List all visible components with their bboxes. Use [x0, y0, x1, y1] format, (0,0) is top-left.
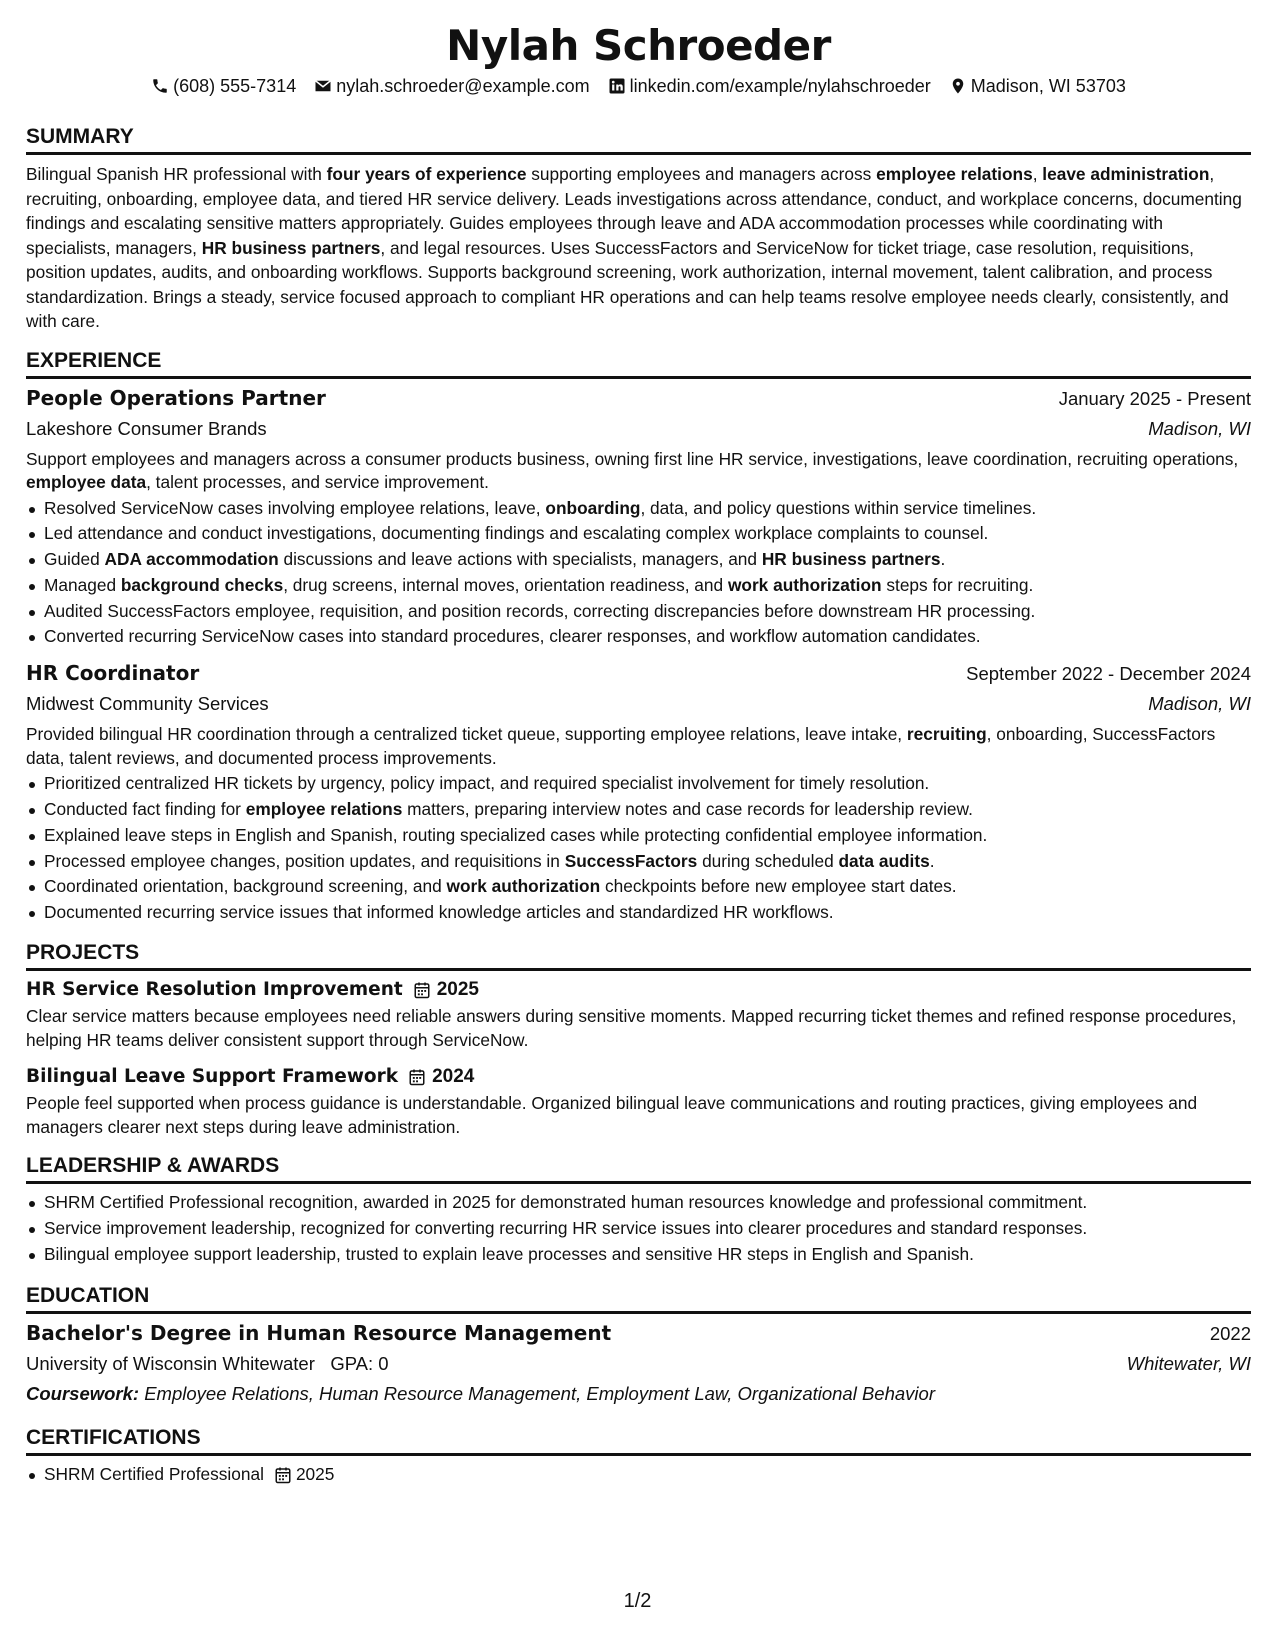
phone-text: (608) 555-7314	[173, 76, 297, 96]
job-title: People Operations Partner	[26, 385, 326, 410]
list-item: Resolved ServiceNow cases involving employee relations, leave, onboarding, data, and policy questions within service timelines.	[26, 496, 1251, 522]
calendar-icon	[413, 981, 431, 999]
leadership-list	[26, 1190, 1251, 1267]
list-item: Processed employee changes, position updates, and requisitions in SuccessFactors during scheduled data audits.	[26, 849, 1251, 875]
job-title: HR Coordinator	[26, 661, 200, 686]
list-item: SHRM Certified Professional recognition, awarded in 2025 for demonstrated human resources knowledge and professional commitment.	[26, 1190, 1251, 1216]
school-name: University of Wisconsin Whitewater GPA: 0	[26, 1353, 389, 1375]
envelope-icon	[314, 77, 332, 95]
list-item: Documented recurring service issues that informed knowledge articles and standardized HR workflows.	[26, 900, 1251, 926]
map-pin-icon	[949, 77, 967, 95]
experience-heading: EXPERIENCE	[26, 348, 1251, 379]
project-description: Clear service matters because employees need reliable answers during sensitive moments. Mapped recurring ticket themes and refined response procedures, helping HR teams deliver consistent support through ServiceNow.	[26, 1006, 1237, 1050]
list-item: Service improvement leadership, recognized for converting recurring HR service issues into clearer procedures and standard responses.	[26, 1216, 1251, 1242]
list-item: Explained leave steps in English and Spanish, routing specialized cases while protecting confidential employee information.	[26, 823, 1251, 849]
education-section	[26, 1283, 1251, 1409]
summary-section	[26, 124, 1251, 334]
job-bullets	[26, 771, 1251, 926]
job-location: Madison, WI	[1148, 417, 1251, 439]
certifications-section	[26, 1425, 1251, 1488]
list-item: Guided ADA accommodation discussions and leave actions with specialists, managers, and HR business partners.	[26, 547, 1251, 573]
certifications-heading: CERTIFICATIONS	[26, 1425, 1251, 1456]
list-item: Led attendance and conduct investigations, documenting findings and escalating complex workplace complaints to counsel.	[26, 521, 1251, 547]
list-item: Audited SuccessFactors employee, requisition, and position records, correcting discrepancies before downstream HR processing.	[26, 599, 1251, 625]
education-heading: EDUCATION	[26, 1283, 1251, 1314]
experience-section	[26, 348, 1251, 927]
certifications-list	[26, 1462, 1251, 1488]
certification-name: SHRM Certified Professional	[44, 1464, 264, 1485]
job-location: Madison, WI	[1148, 693, 1251, 715]
job-description: Provided bilingual HR coordination through a centralized ticket queue, supporting employee relations, leave intake, recruiting, onboarding, SuccessFactors data, talent reviews, and documented process improvements.	[26, 724, 1216, 768]
project-year: 2024	[432, 1066, 475, 1088]
leadership-heading: LEADERSHIP & AWARDS	[26, 1153, 1251, 1184]
list-item: Converted recurring ServiceNow cases into standard procedures, clearer responses, and workflow automation candidates.	[26, 624, 1251, 650]
job-entry	[26, 383, 1251, 651]
contact-linkedin[interactable]	[608, 74, 931, 98]
contact-bar	[26, 74, 1251, 98]
summary-heading: SUMMARY	[26, 124, 1251, 155]
project-description: People feel supported when process guidance is understandable. Organized bilingual leave communications and routing practices, giving employees and managers clearer next steps during leave administration.	[26, 1093, 1198, 1137]
projects-section	[26, 940, 1251, 1139]
calendar-icon	[408, 1068, 426, 1086]
school-location: Whitewater, WI	[1126, 1353, 1251, 1375]
phone-icon	[151, 77, 169, 95]
gpa-text: GPA: 0	[330, 1353, 389, 1375]
email-text[interactable]: nylah.schroeder@example.com	[336, 76, 590, 96]
list-item: Prioritized centralized HR tickets by urgency, policy impact, and required specialist involvement for timely resolution.	[26, 771, 1251, 797]
linkedin-icon	[608, 77, 626, 95]
contact-email[interactable]	[314, 74, 589, 98]
list-item: Managed background checks, drug screens, internal moves, orientation readiness, and work authorization steps for recruiting.	[26, 573, 1251, 599]
job-company: Lakeshore Consumer Brands	[26, 417, 267, 439]
graduation-year: 2022	[1209, 1323, 1251, 1345]
job-date: January 2025 - Present	[1058, 387, 1251, 409]
contact-location	[949, 74, 1126, 98]
candidate-name: Nylah Schroeder	[446, 21, 831, 70]
certification-year: 2025	[295, 1464, 335, 1485]
list-item: Bilingual employee support leadership, trusted to explain leave processes and sensitive HR steps in English and Spanish.	[26, 1242, 1251, 1268]
linkedin-text[interactable]: linkedin.com/example/nylahschroeder	[629, 76, 931, 96]
project-title: HR Service Resolution Improvement 2025	[26, 975, 1251, 1005]
degree-title: Bachelor's Degree in Human Resource Management	[26, 1321, 612, 1346]
list-item: Conducted fact finding for employee relations matters, preparing interview notes and case records for leadership review.	[26, 797, 1251, 823]
coursework: Coursework: Employee Relations, Human Resource Management, Employment Law, Organizational Behavior	[26, 1383, 935, 1405]
page-number: 1/2	[623, 1590, 652, 1612]
list-item	[26, 1462, 1251, 1488]
job-company: Midwest Community Services	[26, 693, 269, 715]
summary-text: Bilingual Spanish HR professional with four years of experience supporting employees and managers across employee relations, leave administration, recruiting, onboarding, employee data, and tiered HR service delivery. Leads investigations across attendance, conduct, and workplace concerns, documenting findings and escalating sensitive matters appropriately. Guides employees through leave and ADA accommodation processes while coordinating with specialists, managers, HR business partners, and legal resources. Uses SuccessFactors and ServiceNow for ticket triage, case resolution, requisitions, position updates, audits, and onboarding workflows. Supports background screening, work authorization, internal movement, talent calibration, and process standardization. Brings a steady, service focused approach to compliant HR operations and can help teams resolve employee needs clearly, consistently, and with care.	[26, 164, 1242, 331]
project-title: Bilingual Leave Support Framework 2024	[26, 1062, 1251, 1092]
job-entry	[26, 658, 1251, 926]
list-item: Coordinated orientation, background screening, and work authorization checkpoints before new employee start dates.	[26, 874, 1251, 900]
job-description: Support employees and managers across a consumer products business, owning first line HR service, investigations, leave coordination, recruiting operations, employee data, talent processes, and service improvement.	[26, 448, 1239, 492]
calendar-icon	[274, 1466, 292, 1484]
location-text: Madison, WI 53703	[970, 76, 1126, 96]
project-year: 2025	[436, 979, 480, 1001]
contact-phone	[151, 74, 296, 98]
projects-heading: PROJECTS	[26, 940, 1251, 971]
leadership-section	[26, 1153, 1251, 1267]
job-bullets	[26, 496, 1251, 651]
job-date: September 2022 - December 2024	[966, 663, 1251, 685]
